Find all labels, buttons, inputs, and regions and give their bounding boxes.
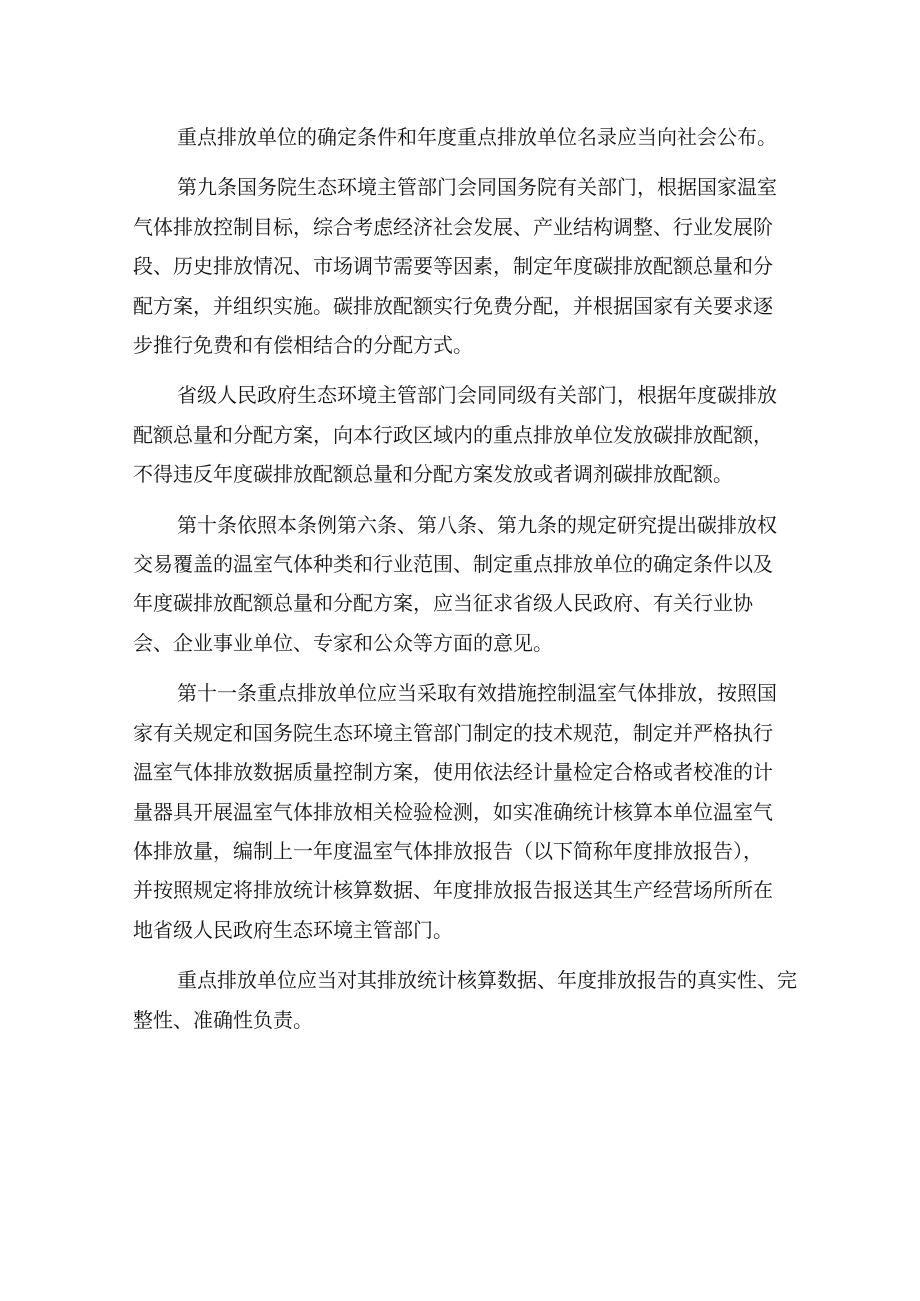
text-line: 第九条国务院生态环境主管部门会同国务院有关部门，根据国家温室 [177, 175, 777, 200]
text-line: 年度碳排放配额总量和分配方案，应当征求省级人民政府、有关行业协 [133, 591, 753, 616]
text-line: 交易覆盖的温室气体种类和行业范围、制定重点排放单位的确定条件以及 [133, 552, 773, 577]
text-line: 省级人民政府生态环境主管部门会同同级有关部门，根据年度碳排放 [177, 383, 777, 408]
text-line: 不得违反年度碳排放配额总量和分配方案发放或者调剂碳排放配额。 [133, 462, 733, 487]
text-line: 第十一条重点排放单位应当采取有效措施控制温室气体排放，按照国 [177, 681, 777, 706]
text-line: 重点排放单位应当对其排放统计核算数据、年度排放报告的真实性、完 [177, 968, 797, 993]
text-line: 配额总量和分配方案，向本行政区域内的重点排放单位发放碳排放配额， [133, 422, 773, 447]
text-line: 体排放量，编制上一年度温室气体排放报告（以下简称年度排放报告）， [133, 838, 763, 863]
paragraph-6 [133, 961, 798, 1040]
paragraph-5-article-11 [133, 674, 798, 950]
text-line: 第十条依照本条例第六条、第八条、第九条的规定研究提出碳排放权 [177, 512, 777, 537]
text-line: 整性、准确性负责。 [133, 1007, 313, 1032]
text-line: 步推行免费和有偿相结合的分配方式。 [133, 333, 473, 358]
text-line: 气体排放控制目标，综合考虑经济社会发展、产业结构调整、行业发展阶 [133, 214, 773, 239]
paragraph-4-article-10 [133, 506, 798, 664]
text-line: 段、历史排放情况、市场调节需要等因素，制定年度碳排放配额总量和分 [133, 254, 773, 279]
text-line: 家有关规定和国务院生态环境主管部门制定的技术规范，制定并严格执行 [133, 720, 773, 745]
text-line: 配方案，并组织实施。碳排放配额实行免费分配，并根据国家有关要求逐 [133, 293, 773, 318]
paragraph-3 [133, 376, 798, 494]
paragraph-2-article-9 [133, 168, 798, 365]
text-line: 重点排放单位的确定条件和年度重点排放单位名录应当向社会公布。 [177, 125, 777, 149]
paragraph-1 [133, 118, 798, 157]
text-line: 并按照规定将排放统计核算数据、年度排放报告报送其生产经营场所所在 [133, 878, 773, 903]
text-line: 温室气体排放数据质量控制方案，使用依法经计量检定合格或者校准的计 [133, 760, 773, 785]
text-line: 地省级人民政府生态环境主管部门。 [133, 917, 453, 942]
text-line: 量器具开展温室气体排放相关检验检测，如实准确统计核算本单位温室气 [133, 799, 773, 824]
text-line: 会、企业事业单位、专家和公众等方面的意见。 [133, 630, 553, 655]
document-body [133, 118, 798, 1051]
